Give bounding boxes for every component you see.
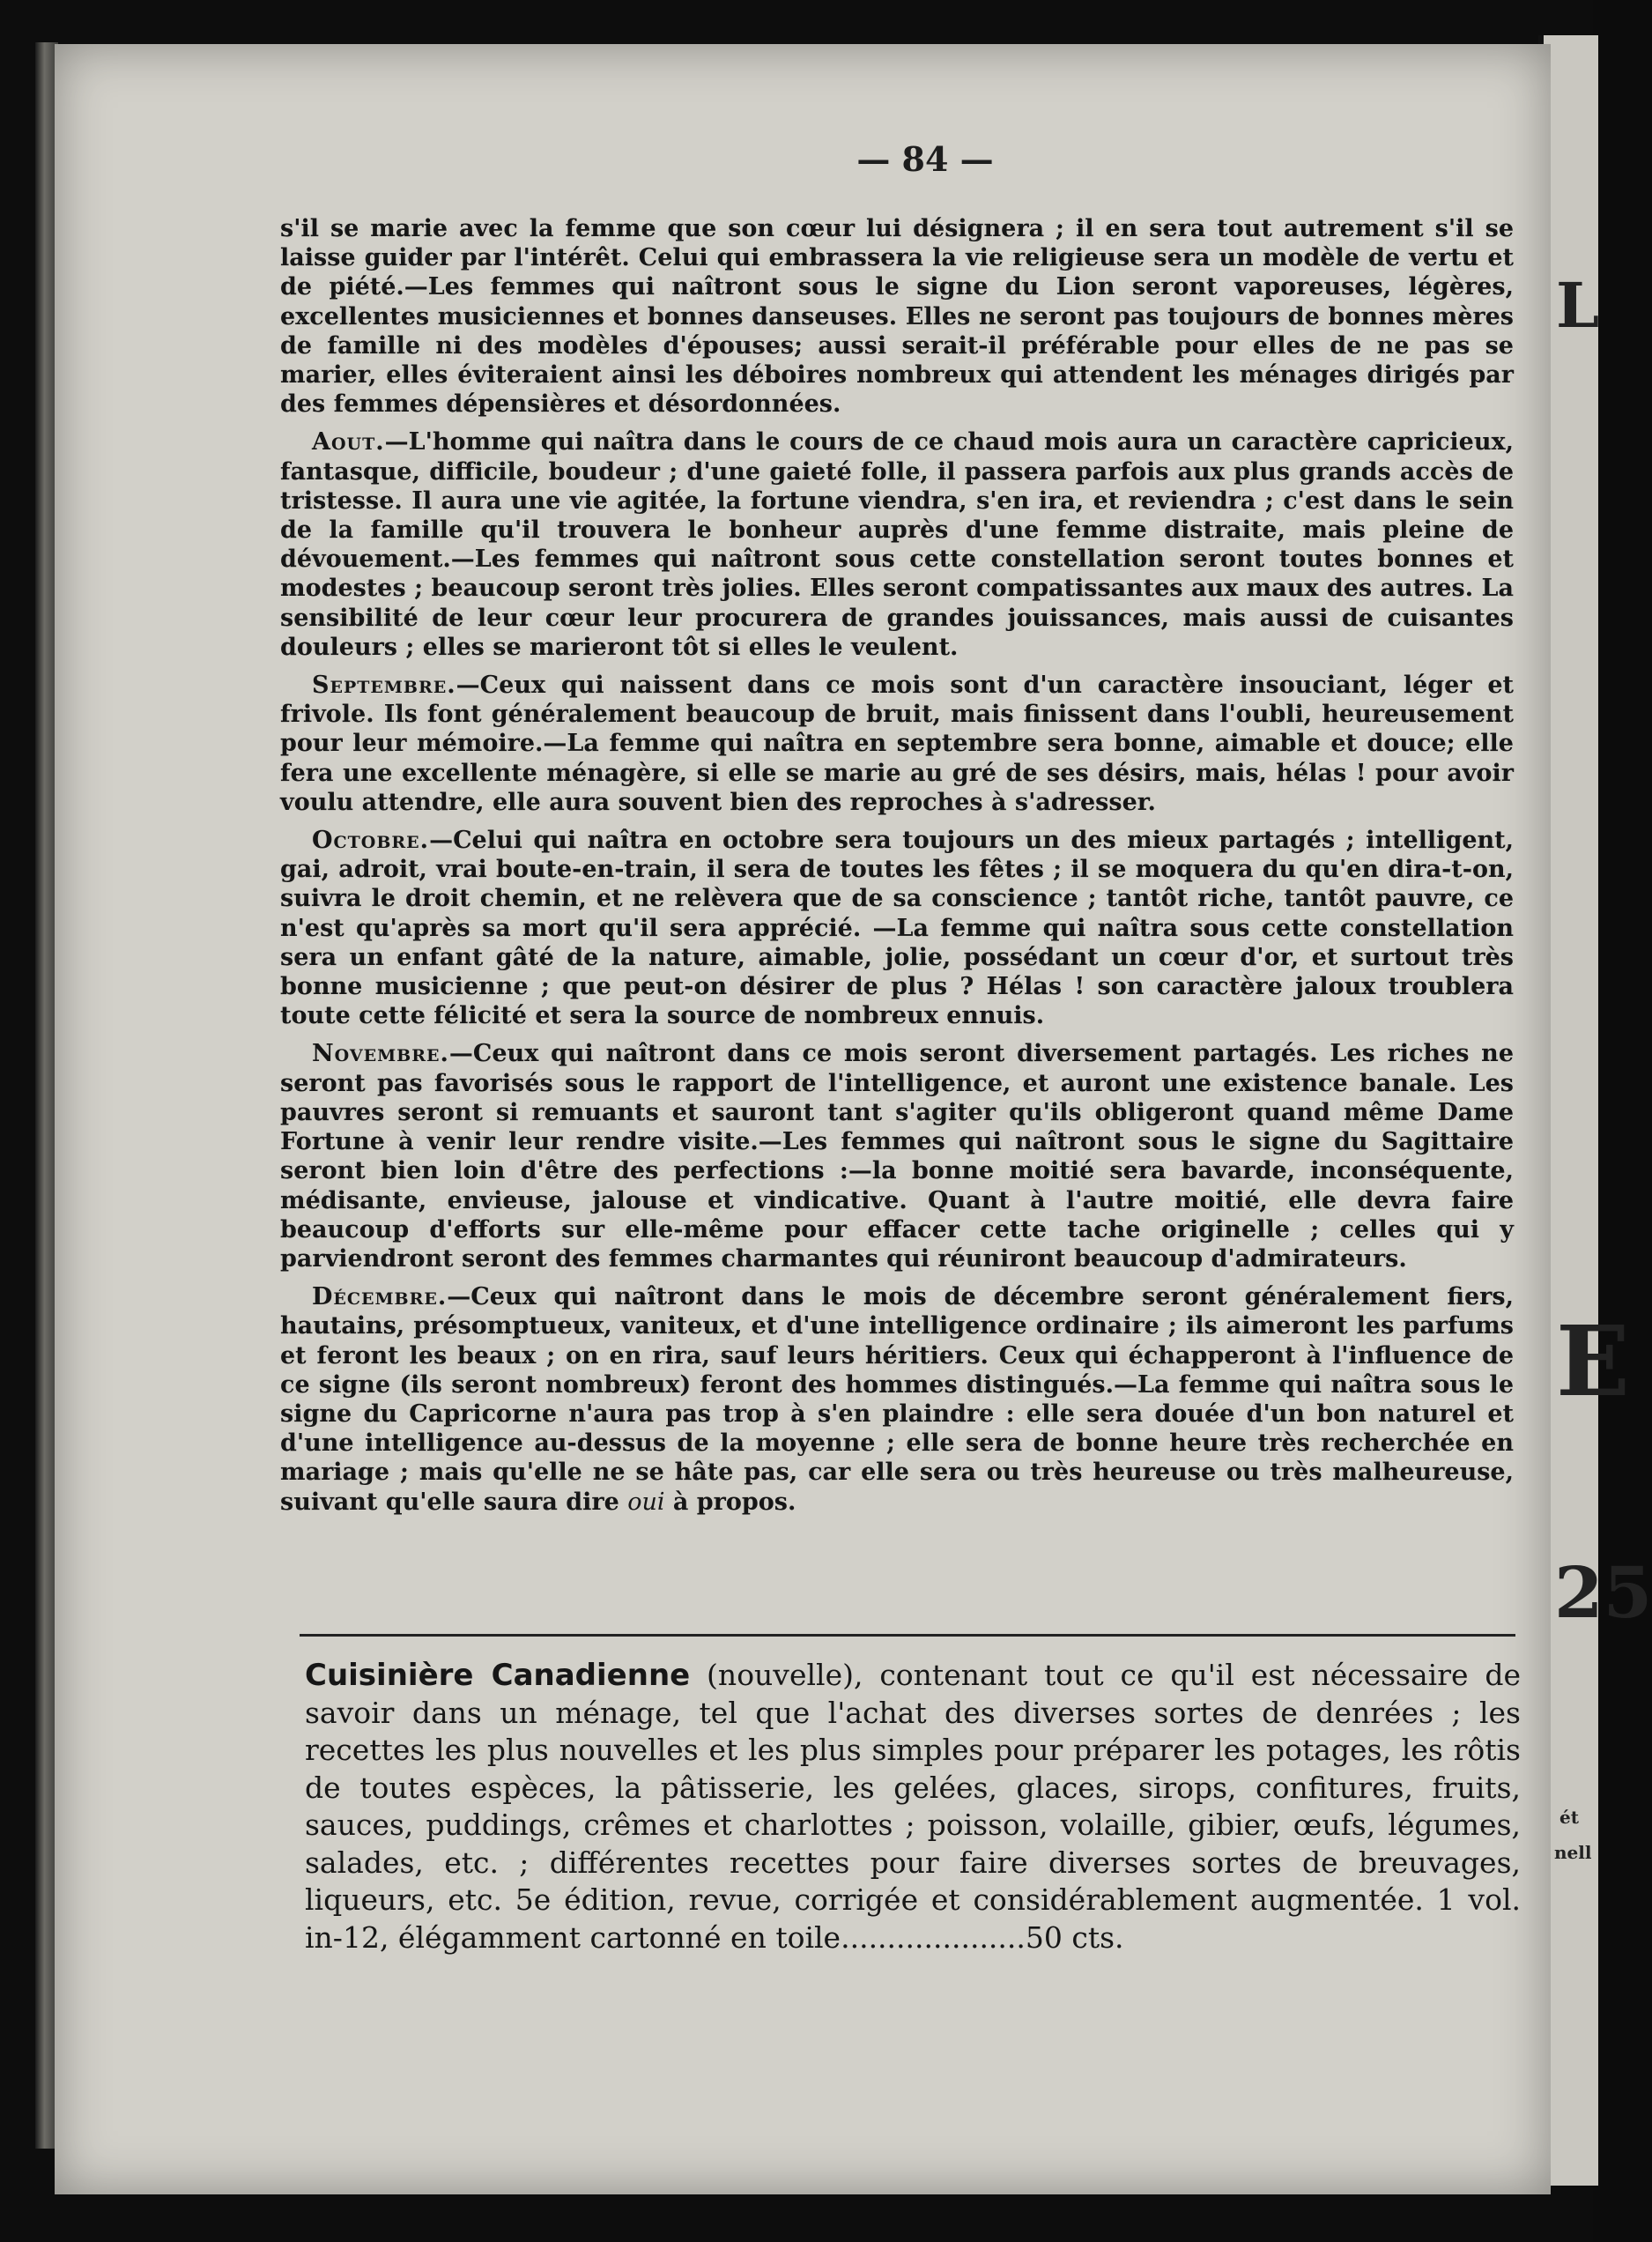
paragraph-novembre [280, 1039, 1514, 1273]
advertisement-title: Cuisinière Canadienne [305, 1658, 691, 1693]
paragraph-text: —L'homme qui naîtra dans le cours de ce chaud mois aura un caractère capricieux, fantasque, difficile, boudeur ; d'une gaieté folle, il passera parfois aux plus grands accès de tristesse. Il aura une vie agitée, la fortune viendra, s'en ira, et reviendra ; c'est dans le sein de la famille qu'il trouvera le bonheur auprès d'une femme distraite, mais pleine de dévouement.—Les femmes qui naîtront sous cette constellation seront toutes bonnes et modestes ; beaucoup seront très jolies. Elles seront compatissantes aux maux des autres. La sensibilité de leur cœur leur procurera de grandes jouissances, mais aussi de cuisantes douleurs ; elles se marieront tôt si elles le veulent. [280, 428, 1514, 661]
paragraph-septembre [280, 671, 1514, 817]
paragraph-lion-continuation [280, 214, 1514, 419]
month-heading: Décembre. [312, 1283, 448, 1311]
adjacent-page-fragment: E [1556, 1304, 1630, 1418]
paragraph-tail: à propos. [664, 1488, 796, 1516]
month-heading: Septembre. [312, 672, 456, 700]
advertisement-price: 50 cts. [1025, 1919, 1124, 1955]
paragraph-text: —Ceux qui naîtront dans ce mois seront diversement partagés. Les riches ne seront pas favorisés sous le rapport de l'intelligence, et auront une existence banale. Les pauvres seront si remuants et sauront tant s'agiter qu'ils obligeront quand même Dame Fortune à venir leur rendre visite.—Les femmes qui naîtront sous le signe du Sagittaire seront bien loin d'être des perfections :—la bonne moitié sera bavarde, inconséquente, médisante, envieuse, jalouse et vindicative. Quant à l'autre moitié, elle devra faire beaucoup d'efforts sur elle-même pour effacer cette tache originelle ; celles qui y parviendront seront des femmes charmantes qui réuniront beaucoup d'admirateurs. [280, 1040, 1514, 1273]
emphasis-word: oui [627, 1488, 665, 1516]
paragraph-text: —Ceux qui naîtront dans le mois de décembre seront généralement fiers, hautains, présomptueux, vaniteux, et d'une intelligence ordinaire ; ils aimeront les parfums et feront les beaux ; on en rira, sauf leurs héritiers. Ceux qui échapperont à l'influence de ce signe (ils seront nombreux) feront des hommes distingués.—La femme qui naîtra sous le signe du Capricorne n'aura pas trop à s'en plaindre : elle sera douée d'un bon naturel et d'une intelligence au-dessus de la moyenne ; elle sera de bonne heure très recherchée en mariage ; mais qu'elle ne se hâte pas, car elle sera ou très heureuse ou très malheureuse, suivant qu'elle saura dire [280, 1283, 1514, 1516]
body-text [280, 214, 1514, 1526]
advertisement [305, 1657, 1521, 1956]
month-heading: Octobre. [312, 827, 430, 855]
advertisement-leader: .................... [841, 1919, 1026, 1955]
month-heading: Aout. [312, 428, 385, 457]
page-number: — 84 — [856, 139, 994, 179]
paragraph-text: s'il se marie avec la femme que son cœur lui désignera ; il en sera tout autrement s'il se laisse guider par l'intérêt. Celui qui embrassera la vie religieuse sera un modèle de vertu et de piété.—Les femmes qui naîtront sous le signe du Lion seront vaporeuses, légères, excellentes musiciennes et bonnes danseuses. Elles ne seront pas toujours de bonnes mères de famille ni des modèles d'épouses; aussi serait-il préférable pour elles de ne pas se marier, elles éviteraient ainsi les déboires nombreux qui attendent les ménages dirigés par des femmes dépensières et désordonnées. [280, 215, 1514, 419]
paragraph-aout [280, 427, 1514, 662]
paragraph-decembre [280, 1282, 1514, 1517]
adjacent-page-fragment: 25 [1554, 1551, 1652, 1634]
section-divider [300, 1634, 1515, 1637]
paragraph-text: —Celui qui naîtra en octobre sera toujours un des mieux partagés ; intelligent, gai, adroit, vrai boute-en-train, il sera de toutes les fêtes ; il se moquera du qu'en dira-t-on, suivra le droit chemin, et ne relèvera que de sa conscience ; tantôt riche, tantôt pauvre, ce n'est qu'après sa mort qu'il sera apprécié. —La femme qui naîtra sous cette constellation sera un enfant gâté de la nature, aimable, jolie, possédant un cœur d'or, et surtout très bonne musicienne ; que peut-on désirer de plus ? Hélas ! son caractère jaloux troublera toute cette félicité et sera la source de nombreux ennuis. [280, 827, 1514, 1030]
adjacent-page-fragment: nell [1554, 1842, 1592, 1863]
advertisement-text: (nouvelle), contenant tout ce qu'il est nécessaire de savoir dans un ménage, tel que l'achat des diverses sortes de denrées ; les recettes les plus nouvelles et les plus simples pour préparer les potages, les rôtis de toutes espèces, la pâtisserie, les gelées, glaces, sirops, confitures, fruits, sauces, puddings, crêmes et charlottes ; poisson, volaille, gibier, œufs, légumes, salades, etc. ; différentes recettes pour faire diverses sortes de breuvages, liqueurs, etc. 5e édition, revue, corrigée et considérablement augmentée. 1 vol. in-12, élégamment cartonné en toile [305, 1658, 1522, 1955]
paragraph-octobre [280, 826, 1514, 1030]
paragraph-text: —Ceux qui naissent dans ce mois sont d'un caractère insouciant, léger et frivole. Ils font généralement beaucoup de bruit, mais finissent dans l'oubli, heureusement pour leur mémoire.—La femme qui naîtra en septembre sera bonne, aimable et douce; elle fera une excellente ménagère, si elle se marie au gré de ses désirs, mais, hélas ! pour avoir voulu attendre, elle aura souvent bien des reproches à s'adresser. [280, 672, 1514, 816]
adjacent-page-fragment: L [1556, 269, 1600, 342]
month-heading: Novembre. [312, 1040, 449, 1068]
adjacent-page-fragment: ét [1559, 1807, 1579, 1828]
